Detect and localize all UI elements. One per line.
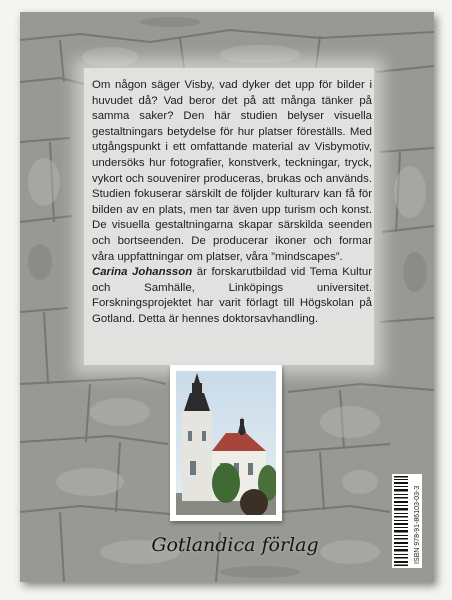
photo-frame (170, 365, 282, 521)
cathedral-photo (176, 371, 276, 515)
book-back-cover (20, 12, 434, 582)
back-cover-blurb (92, 78, 372, 328)
isbn-label: ISBN 978-91-86103-03-3 (414, 485, 421, 564)
isbn-text (414, 486, 421, 564)
author-bio-text: är forskarutbildad vid Tema Kultur och Samhälle, Linköpings universitet. Forskningsprojektet har varit förlagt till Högskolan på Gotland. Detta är hennes doktorsavhandling. (92, 266, 372, 325)
blurb-paragraph: Om någon säger Visby, vad dyker det upp för bilder i huvudet då? Vad beror det på att många tänker på samma saker? Den här studien belyser visuella gestaltningars betydelse för hur platser föreställs. Med utgångspunkt i ett omfattande material av Visbymotiv, undersöks hur fotografier, konstverk, teckningar, tryck, vykort och souvenirer produceras, brukas och används. Studien fokuserar särskilt de följder kulturarv kan få för bilden av en plats, men tar även upp turism och konst. De visuella gestaltningarna skapar särskilda seenden och bortseenden. De producerar ikoner och formar våra uppfattningar om platser, våra ”mindscapes”. (92, 79, 372, 263)
publisher-logo: Gotlandica förlag (151, 534, 319, 556)
author-name: Carina Johansson (92, 266, 193, 279)
author-bio (92, 265, 372, 327)
barcode-block (392, 474, 422, 568)
barcode (394, 476, 408, 566)
